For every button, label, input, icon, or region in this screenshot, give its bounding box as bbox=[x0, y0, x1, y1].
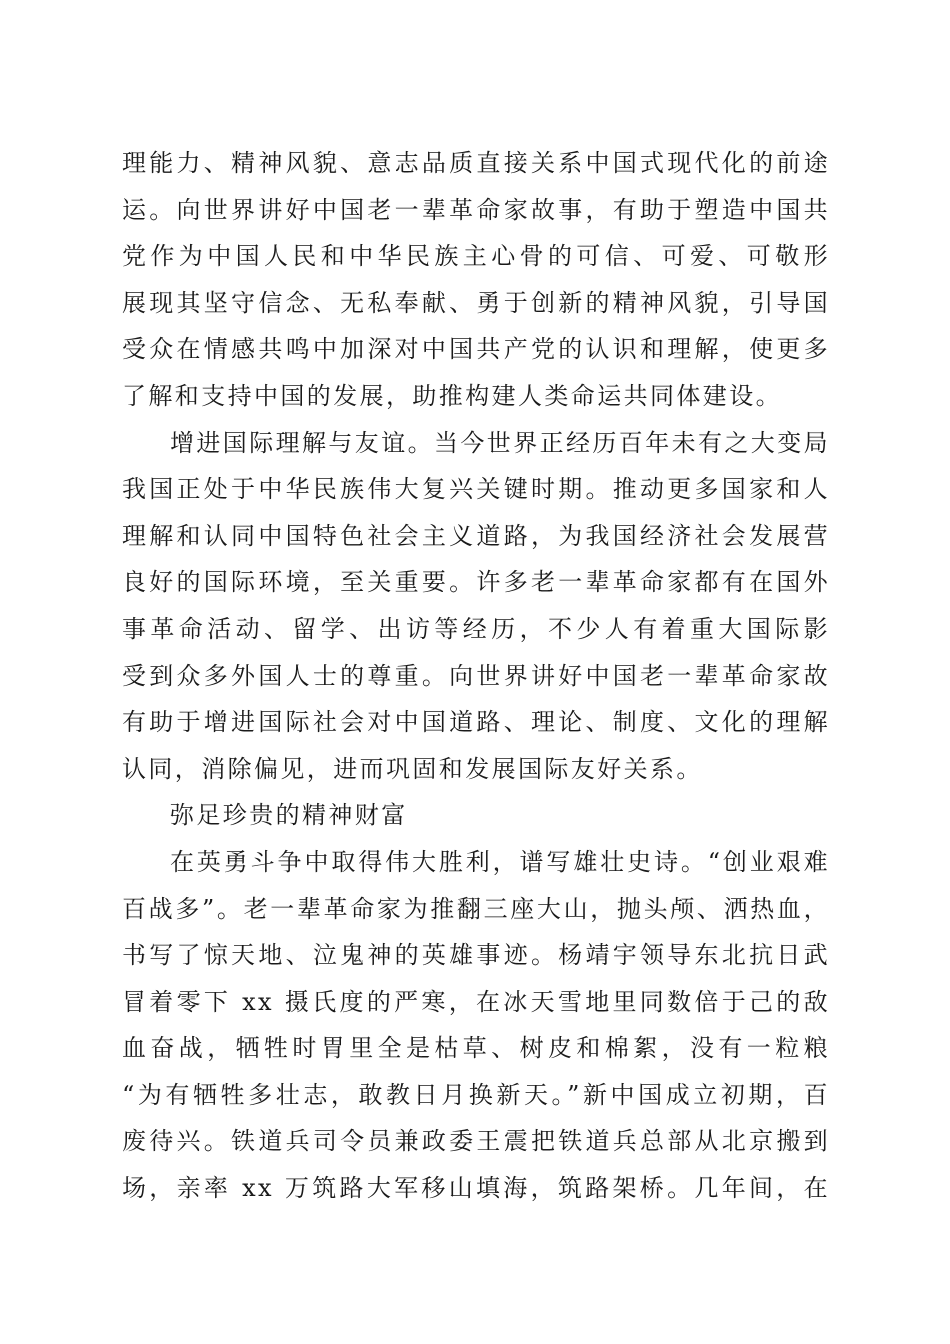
text-line: 党作为中国人民和中华民族主心骨的可信、可爱、可敬形 bbox=[122, 242, 830, 271]
text-line: “为有牺牲多壮志，敢教日月换新天。”新中国成立初期，百 bbox=[122, 1080, 830, 1109]
text-line: 良好的国际环境，至关重要。许多老一辈革命家都有在国外 bbox=[122, 568, 830, 597]
text-line: 理能力、精神风貌、意志品质直接关系中国式现代化的前途 bbox=[122, 149, 830, 177]
paragraph-heading-line: 增进国际理解与友谊。当今世界正经历百年未有之大变局 bbox=[170, 428, 830, 457]
text-line: 运。向世界讲好中国老一辈革命家故事，有助于塑造中国共 bbox=[122, 195, 830, 224]
section-heading: 弥足珍贵的精神财富 bbox=[170, 801, 408, 830]
text-line: 认同，消除偏见，进而巩固和发展国际友好关系。 bbox=[122, 754, 703, 783]
paragraph-heading-line: 在英勇斗争中取得伟大胜利，谱写雄壮史诗。“创业艰难 bbox=[170, 847, 830, 876]
text-line: 废待兴。铁道兵司令员兼政委王震把铁道兵总部从北京搬到 bbox=[122, 1127, 830, 1156]
text-line: 理解和认同中国特色社会主义道路，为我国经济社会发展营 bbox=[122, 521, 830, 550]
text-line: 百战多”。老一辈革命家为推翻三座大山，抛头颅、洒热血， bbox=[122, 894, 830, 923]
text-line: 我国正处于中华民族伟大复兴关键时期。推动更多国家和人 bbox=[122, 475, 830, 504]
text-line: 受众在情感共鸣中加深对中国共产党的认识和理解，使更多 bbox=[122, 335, 830, 364]
text-line: 场，亲率 xx 万筑路大军移山填海，筑路架桥。几年间，在 bbox=[122, 1174, 830, 1203]
text-line: 受到众多外国人士的尊重。向世界讲好中国老一辈革命家故 bbox=[122, 661, 830, 690]
text-line: 冒着零下 xx 摄氏度的严寒，在冰天雪地里同数倍于己的敌 bbox=[122, 987, 830, 1016]
text-line: 书写了惊天地、泣鬼神的英雄事迹。杨靖宇领导东北抗日武 bbox=[122, 941, 830, 970]
text-line: 事革命活动、留学、出访等经历，不少人有着重大国际影 bbox=[122, 614, 830, 643]
text-line: 展现其坚守信念、无私奉献、勇于创新的精神风貌，引导国 bbox=[122, 288, 830, 317]
body-text bbox=[122, 140, 830, 1212]
text-line: 有助于增进国际社会对中国道路、理论、制度、文化的理解 bbox=[122, 708, 830, 737]
text-line: 血奋战，牺牲时胃里全是枯草、树皮和棉絮，没有一粒粮 bbox=[122, 1034, 830, 1063]
text-line: 了解和支持中国的发展，助推构建人类命运共同体建设。 bbox=[122, 381, 782, 410]
